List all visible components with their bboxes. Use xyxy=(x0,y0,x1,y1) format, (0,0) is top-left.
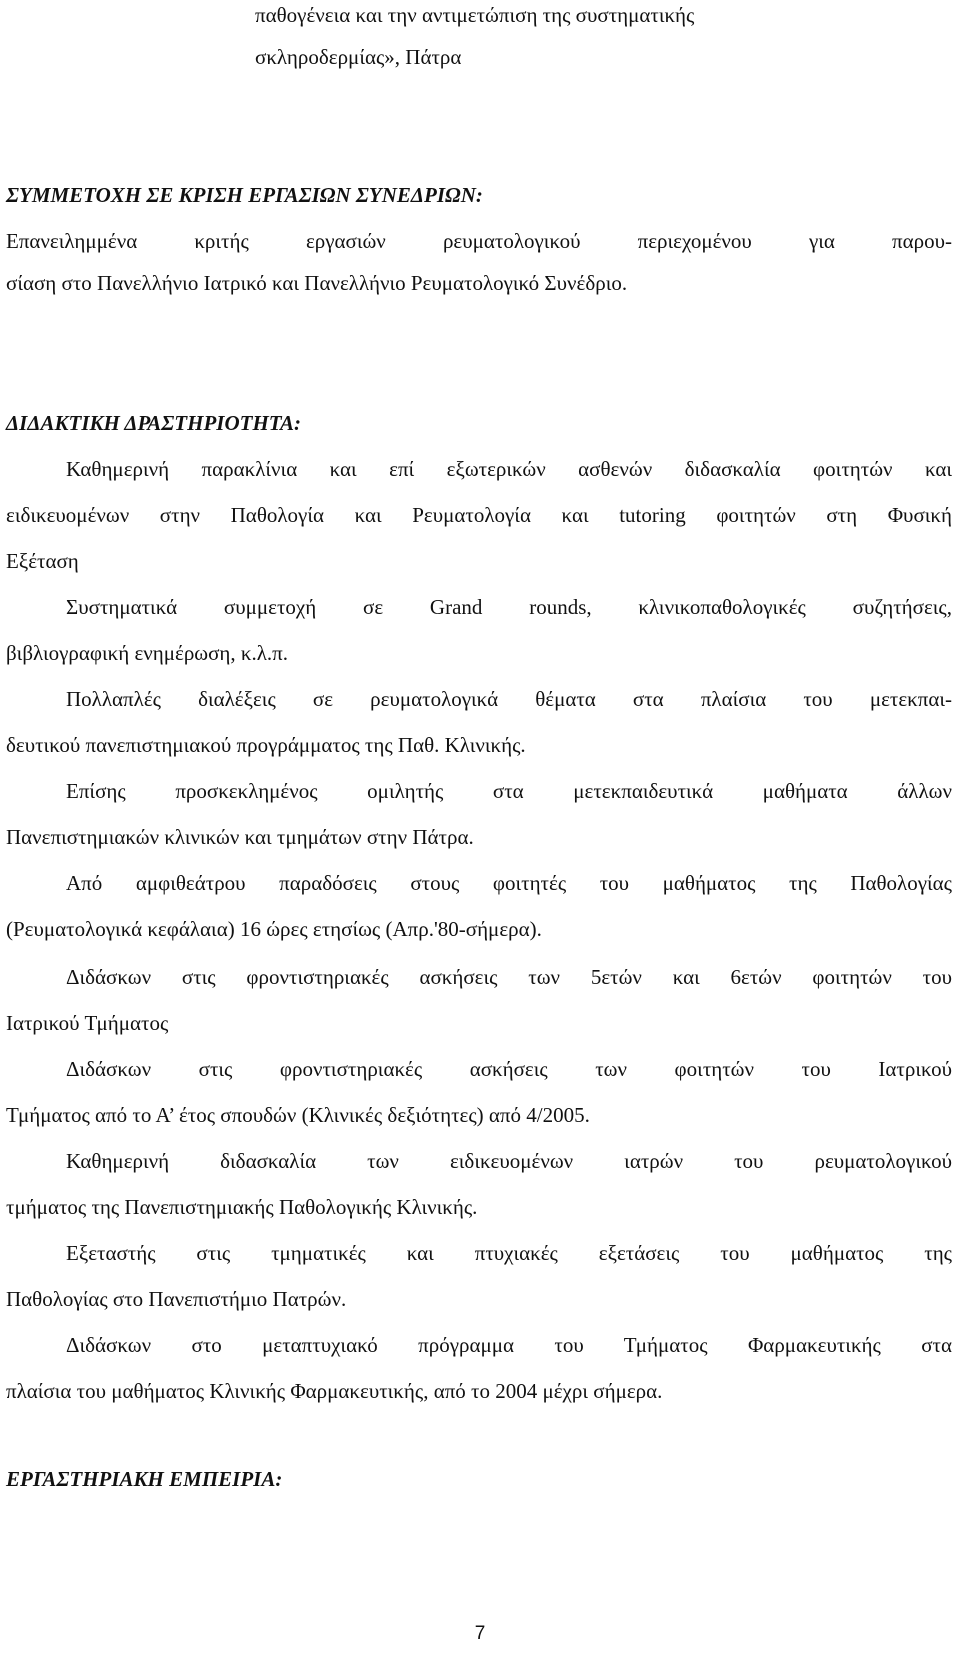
teaching-p3-line-1: Πολλαπλές διαλέξεις σε ρευματολογικά θέματα στα πλαίσια του μετεκπαι- xyxy=(66,687,952,711)
teaching-p10-line-2: πλαίσια του μαθήματος Κλινικής Φαρμακευτικής, από το 2004 μέχρι σήμερα. xyxy=(6,1379,663,1403)
continuation-line-2: σκληροδερμίας», Πάτρα xyxy=(255,45,462,69)
teaching-p10-line-1: Διδάσκων στο μεταπτυχιακό πρόγραμμα του Τμήματος Φαρμακευτικής στα xyxy=(66,1333,952,1357)
teaching-p9-line-2: Παθολογίας στο Πανεπιστήμιο Πατρών. xyxy=(6,1287,347,1311)
teaching-p1-line-1: Καθημερινή παρακλίνια και επί εξωτερικών ασθενών διδασκαλία φοιτητών και xyxy=(66,457,952,481)
teaching-p8-line-1: Καθημερινή διδασκαλία των ειδικευομένων ιατρών του ρευματολογικού xyxy=(66,1149,952,1173)
section-heading-teaching: ΔΙΔΑΚΤΙΚΗ ΔΡΑΣΤΗΡΙΟΤΗΤΑ: xyxy=(6,411,301,435)
teaching-p2-line-2: βιβλιογραφική ενημέρωση, κ.λ.π. xyxy=(6,641,289,665)
teaching-p3-line-2: δευτικού πανεπιστημιακού προγράμματος της Παθ. Κλινικής. xyxy=(6,733,526,757)
teaching-p9-line-1: Εξεταστής στις τμηματικές και πτυχιακές εξετάσεις του μαθήματος της xyxy=(66,1241,952,1265)
review-line-2: σίαση στο Πανελλήνιο Ιατρικό και Πανελλήνιο Ρευματολογικό Συνέδριο. xyxy=(6,271,628,295)
section-heading-review: ΣΥΜΜΕΤΟΧΗ ΣΕ ΚΡΙΣΗ ΕΡΓΑΣΙΩΝ ΣΥΝΕΔΡΙΩΝ: xyxy=(6,183,483,207)
teaching-p5-line-1: Από αμφιθεάτρου παραδόσεις στους φοιτητές του μαθήματος της Παθολογίας xyxy=(66,871,952,895)
teaching-p1-line-3: Εξέταση xyxy=(6,549,79,573)
teaching-p2-line-1: Συστηματικά συμμετοχή σε Grand rounds, κλινικοπαθολογικές συζητήσεις, xyxy=(66,595,952,619)
teaching-p1-line-2: ειδικευομένων στην Παθολογία και Ρευματολογία και tutoring φοιτητών στη Φυσική xyxy=(6,503,952,527)
teaching-p7-line-1: Διδάσκων στις φροντιστηριακές ασκήσεις των φοιτητών του Ιατρικού xyxy=(66,1057,952,1081)
review-line-1: Επανειλημμένα κριτής εργασιών ρευματολογικού περιεχομένου για παρου- xyxy=(6,229,952,253)
teaching-p4-line-2: Πανεπιστημιακών κλινικών και τμημάτων στην Πάτρα. xyxy=(6,825,474,849)
teaching-p6-line-1: Διδάσκων στις φροντιστηριακές ασκήσεις των 5ετών και 6ετών φοιτητών του xyxy=(66,965,952,989)
continuation-line-1: παθογένεια και την αντιμετώπιση της συστηματικής xyxy=(255,3,695,27)
teaching-p5-line-2: (Ρευματολογικά κεφάλαια) 16 ώρες ετησίως (Απρ.'80-σήμερα). xyxy=(6,917,542,941)
section-heading-lab: ΕΡΓΑΣΤΗΡΙΑΚΗ ΕΜΠΕΙΡΙΑ: xyxy=(6,1467,283,1491)
teaching-p4-line-1: Επίσης προσκεκλημένος ομιλητής στα μετεκπαιδευτικά μαθήματα άλλων xyxy=(66,779,952,803)
teaching-p7-line-2: Τμήματος από το Α’ έτος σπουδών (Κλινικές δεξιότητες) από 4/2005. xyxy=(6,1103,590,1127)
teaching-p6-line-2: Ιατρικού Τμήματος xyxy=(6,1011,169,1035)
teaching-p8-line-2: τμήματος της Πανεπιστημιακής Παθολογικής Κλινικής. xyxy=(6,1195,478,1219)
page-number: 7 xyxy=(474,1623,486,1644)
